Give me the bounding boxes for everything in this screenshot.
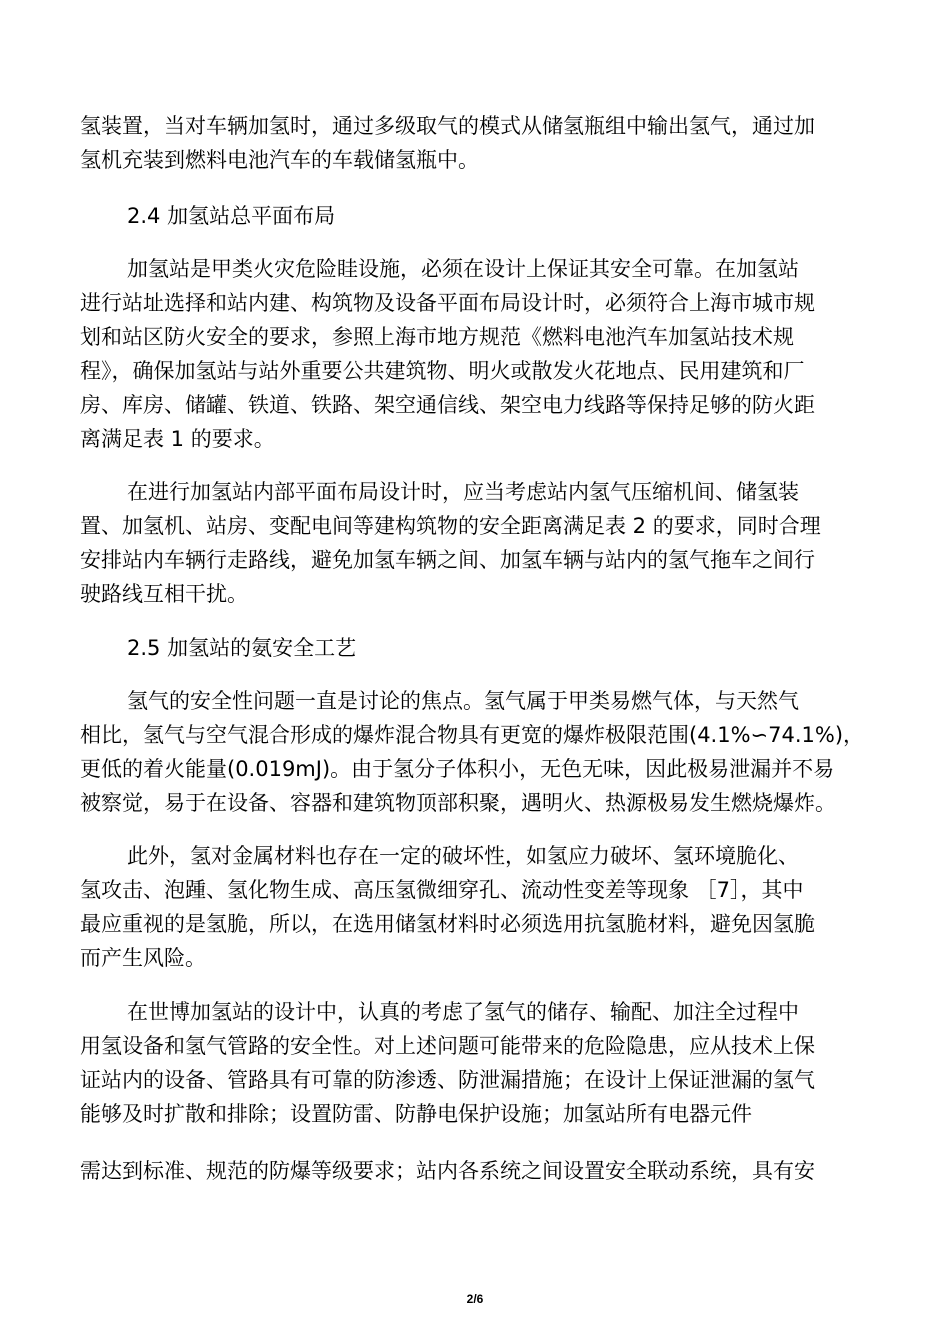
text-line: 氢装置，当对车辆加氢时，通过多级取气的模式从储氢瓶组中输出氢气，通过加 <box>80 114 815 138</box>
text-line: 而产生风险。 <box>80 946 206 970</box>
text-line: 安排站内车辆行走路线，避免加氢车辆之间、加氢车辆与站内的氢气拖车之间行 <box>80 548 815 572</box>
text-line: 被察觉，易于在设备、容器和建筑物顶部积聚，遇明火、热源极易发生燃烧爆炸。 <box>80 791 836 815</box>
text-line: 房、库房、储罐、铁道、铁路、架空通信线、架空电力线路等保持足够的防火距 <box>80 393 815 417</box>
text-line: 在进行加氢站内部平面布局设计时，应当考虑站内氢气压缩机间、储氢装 <box>127 480 799 504</box>
text-line: 氢气的安全性问题一直是讨论的焦点。氢气属于甲类易燃气体，与天然气 <box>127 689 799 713</box>
text-line: 离满足表 1 的要求。 <box>80 427 275 451</box>
section-heading: 2.4 加氢站总平面布局 <box>127 204 336 228</box>
text-line: 需达到标准、规范的防爆等级要求；站内各系统之间设置安全联动系统，具有安 <box>80 1159 815 1183</box>
text-line: 能够及时扩散和排除；设置防雷、防静电保护设施；加氢站所有电器元件 <box>80 1102 752 1126</box>
text-line: 进行站址选择和站内建、构筑物及设备平面布局设计时，必须符合上海市城市规 <box>80 291 815 315</box>
text-line: 加氢站是甲类火灾危险眭设施，必须在设计上保证其安全可靠。在加氢站 <box>127 257 799 281</box>
text-line: 氢机充装到燃料电池汽车的车载储氢瓶中。 <box>80 148 479 172</box>
text-line: 此外，氢对金属材料也存在一定的破坏性，如氢应力破坏、氢环境脆化、 <box>127 844 799 868</box>
text-line: 最应重视的是氢脆，所以，在选用储氢材料时必须选用抗氢脆材料，避免因氢脆 <box>80 912 815 936</box>
page-number: 2/6 <box>466 1292 484 1306</box>
text-line: 置、加氢机、站房、变配电间等建构筑物的安全距离满足表 2 的要求，同时合理 <box>80 514 821 538</box>
text-line: 相比，氢气与空气混合形成的爆炸混合物具有更宽的爆炸极限范围(4.1%∽74.1%)， <box>80 723 865 747</box>
text-line: 证站内的设备、管路具有可靠的防渗透、防泄漏措施；在设计上保证泄漏的氢气 <box>80 1068 815 1092</box>
text-line: 在世博加氢站的设计中，认真的考虑了氢气的储存、输配、加注全过程中 <box>127 1000 799 1024</box>
text-line: 更低的着火能量(0.019mJ)。由于氢分子体积小，无色无味，因此极易泄漏并不易 <box>80 757 835 781</box>
text-line: 划和站区防火安全的要求，参照上海市地方规范《燃料电池汽车加氢站技术规 <box>80 325 794 349</box>
text-line: 驶路线互相干扰。 <box>80 582 248 606</box>
text-line: 程》，确保加氢站与站外重要公共建筑物、明火或散发火花地点、民用建筑和厂 <box>80 359 805 383</box>
section-heading: 2.5 加氢站的氨安全工艺 <box>127 636 357 660</box>
text-line: 氢攻击、泡踵、氢化物生成、高压氢微细穿孔、流动性变差等现象 ［7］，其中 <box>80 878 804 902</box>
text-line: 用氢设备和氢气管路的安全性。对上述问题可能带来的危险隐患，应从技术上保 <box>80 1034 815 1058</box>
